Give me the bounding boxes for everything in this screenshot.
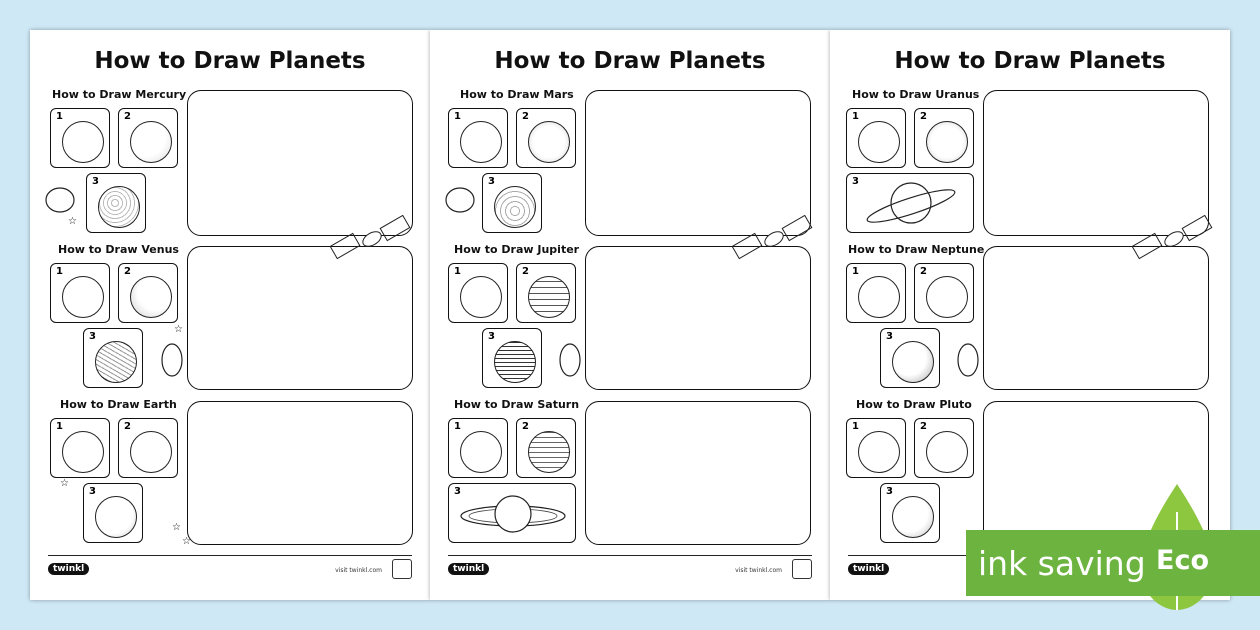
satellite-icon: [328, 215, 416, 267]
planet-outline: [858, 431, 900, 473]
step-1-box: 1: [50, 108, 110, 168]
step-3-box: 3: [86, 173, 146, 233]
section-label-pluto: How to Draw Pluto: [856, 398, 972, 411]
planet-outline: [460, 431, 502, 473]
footer-divider: [448, 555, 812, 556]
step-2-box: 2: [118, 108, 178, 168]
planet-outline: [858, 121, 900, 163]
drawing-area-2[interactable]: [187, 246, 413, 390]
visit-text: visit twinkl.com: [335, 567, 382, 574]
step-1-box: 1: [448, 418, 508, 478]
page-title: How to Draw Planets: [94, 48, 366, 74]
eco-label: Eco: [1156, 545, 1209, 576]
step-2-box: 2: [516, 418, 576, 478]
planet-outline: [62, 121, 104, 163]
step-1-box: 1: [50, 418, 110, 478]
worksheet-page-1: [30, 30, 430, 600]
satellite-icon: [1130, 215, 1218, 267]
step-2-box: 2: [914, 263, 974, 323]
ink-saving-label: ink saving: [978, 543, 1146, 583]
step-2-box: 2: [516, 108, 576, 168]
step-3-box: 3: [880, 483, 940, 543]
step-3-box: 3: [83, 483, 143, 543]
step-1-box: 1: [846, 418, 906, 478]
step-2-box: 2: [118, 418, 178, 478]
section-label-jupiter: How to Draw Jupiter: [454, 243, 580, 256]
page-title: How to Draw Planets: [494, 48, 766, 74]
step-3-box: 3: [448, 483, 576, 543]
venus-step-3: [95, 341, 137, 383]
jupiter-step-3: [494, 341, 536, 383]
asteroid-icon: [38, 180, 86, 228]
step-3-box: 3: [846, 173, 974, 233]
venus-step-2: [130, 276, 172, 318]
stars-icon: [56, 470, 196, 550]
uranus-step-2: [926, 121, 968, 163]
neptune-step-2: [926, 276, 968, 318]
step-1-box: 1: [846, 108, 906, 168]
visit-text: visit twinkl.com: [735, 567, 782, 574]
drawing-area-3[interactable]: [585, 401, 811, 545]
ink-saving-banner: [966, 530, 1260, 596]
section-label-saturn: How to Draw Saturn: [454, 398, 580, 411]
section-label-venus: How to Draw Venus: [58, 243, 179, 256]
step-2-box: 2: [914, 108, 974, 168]
svg-text:☆: ☆: [172, 522, 181, 533]
footer-divider: [48, 555, 412, 556]
planet-outline: [460, 276, 502, 318]
jupiter-step-2: [528, 276, 570, 318]
pluto-step-3: [892, 496, 934, 538]
saturn-step-2: [528, 431, 570, 473]
section-label-uranus: How to Draw Uranus: [852, 88, 980, 101]
twinkl-logo: twinkl: [448, 563, 489, 575]
mercury-step-2: [130, 121, 172, 163]
planet-outline: [858, 276, 900, 318]
svg-text:☆: ☆: [182, 536, 191, 547]
mars-step-3: [494, 186, 536, 228]
page-title: How to Draw Planets: [894, 48, 1166, 74]
worksheet-page-2: [430, 30, 830, 600]
neptune-step-3: [892, 341, 934, 383]
step-2-box: 2: [118, 263, 178, 323]
step-2-box: 2: [914, 418, 974, 478]
drawing-area-2[interactable]: [585, 246, 811, 390]
step-1-box: 1: [448, 108, 508, 168]
uranus-step-3: [861, 178, 961, 228]
drawing-area-2[interactable]: [983, 246, 1209, 390]
step-3-box: 3: [482, 173, 542, 233]
section-label-mercury: How to Draw Mercury: [52, 88, 187, 101]
svg-text:☆: ☆: [60, 478, 69, 489]
drawing-area-3[interactable]: [187, 401, 413, 545]
section-label-neptune: How to Draw Neptune: [848, 243, 985, 256]
planet-outline: [460, 121, 502, 163]
rocket-icon: [154, 322, 190, 382]
saturn-step-3: [459, 490, 567, 538]
section-label-earth: How to Draw Earth: [60, 398, 177, 411]
step-1-box: 1: [846, 263, 906, 323]
planet-outline: [62, 431, 104, 473]
satellite-icon: [730, 215, 818, 267]
mars-step-2: [528, 121, 570, 163]
step-3-box: 3: [482, 328, 542, 388]
step-1-box: 1: [50, 263, 110, 323]
step-3-box: 3: [83, 328, 143, 388]
twinkl-logo: twinkl: [848, 563, 889, 575]
quality-badge-icon: [792, 559, 812, 579]
rocket-icon: [950, 322, 986, 382]
planet-outline: [62, 276, 104, 318]
quality-badge-icon: [392, 559, 412, 579]
step-1-box: 1: [448, 263, 508, 323]
section-label-mars: How to Draw Mars: [460, 88, 574, 101]
asteroid-icon: [438, 180, 486, 228]
twinkl-logo: twinkl: [48, 563, 89, 575]
pluto-step-2: [926, 431, 968, 473]
svg-text:☆: ☆: [174, 324, 183, 335]
mercury-step-3: [98, 186, 140, 228]
step-2-box: 2: [516, 263, 576, 323]
step-3-box: 3: [880, 328, 940, 388]
svg-text:☆: ☆: [68, 216, 77, 227]
rocket-icon: [552, 322, 588, 382]
earth-step-2: [130, 431, 172, 473]
